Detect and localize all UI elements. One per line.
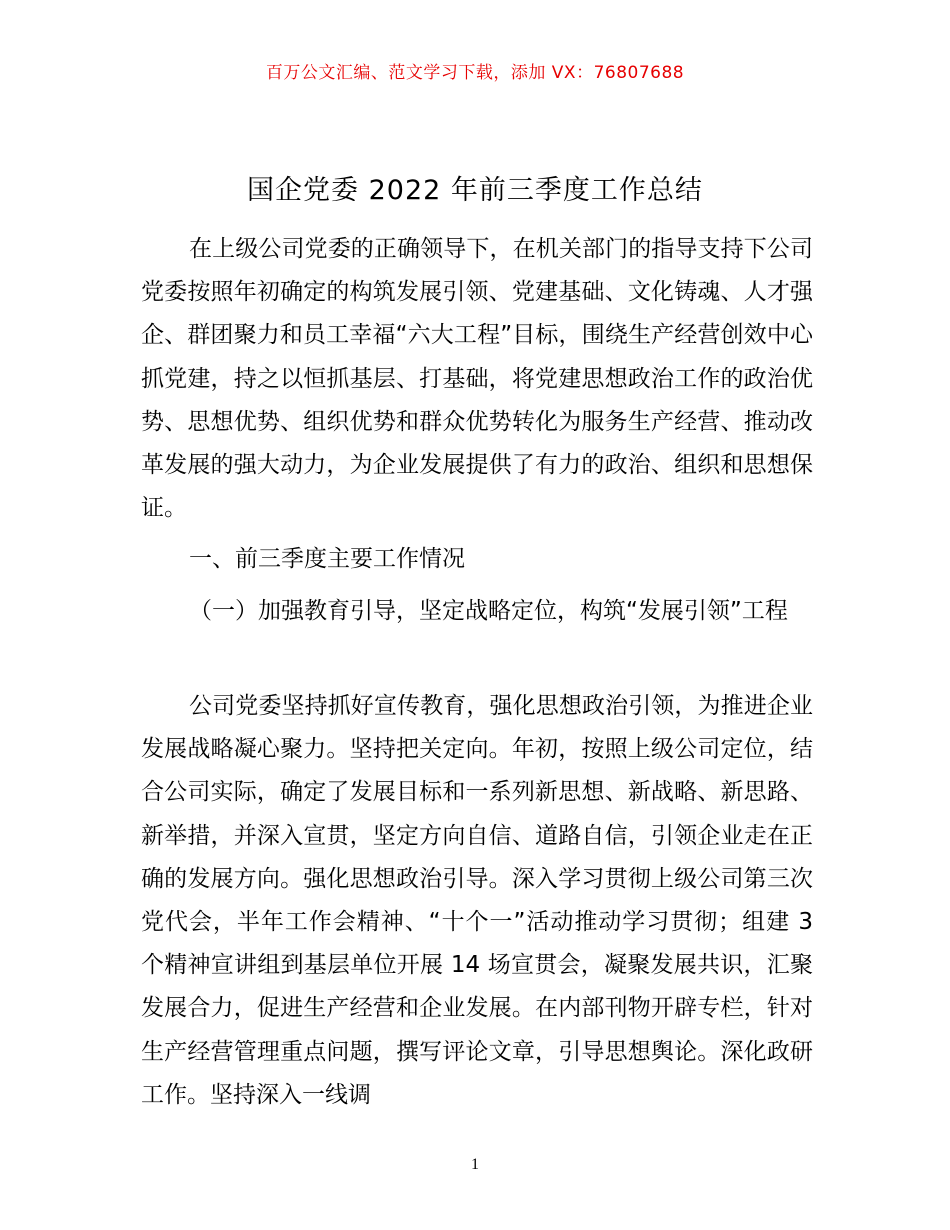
- subsection-heading: （一）加强教育引导，坚定战略定位，构筑“发展引领”工程: [189, 598, 788, 624]
- body-paragraph: 公司党委坚持抓好宣传教育，强化思想政治引领，为推进企业发展战略凝心聚力。坚持把关定向。年初，按照上级公司定位，结合公司实际，确定了发展目标和一系列新思想、新战略、新思路、新举措，并深入宣贯，坚定方向自信、道路自信，引领企业走在正确的发展方向。强化思想政治引导。深入学习贯彻上级公司第三次党代会，半年工作会精神、“十个一”活动推动学习贯彻；组建 3 个精神宣讲组到基层单位开展 14 场宣贯会，凝聚发展共识，汇聚发展合力，促进生产经营和企业发展。在内部刊物开辟专栏，针对生产经营管理重点问题，撰写评论文章，引导思想舆论。深化政研工作。坚持深入一线调: [141, 693, 813, 1108]
- intro-paragraph: 在上级公司党委的正确领导下，在机关部门的指导支持下公司党委按照年初确定的构筑发展引领、党建基础、文化铸魂、人才强企、群团聚力和员工幸福“六大工程”目标，围绕生产经营创效中心抓党建，持之以恒抓基层、打基础，将党建思想政治工作的政治优势、思想优势、组织优势和群众优势转化为服务生产经营、推动改革发展的强大动力，为企业发展提供了有力的政治、组织和思想保证。: [141, 236, 813, 522]
- page-number: 1: [471, 1156, 479, 1173]
- section-heading: 一、前三季度主要工作情况: [189, 546, 465, 572]
- document-title: 国企党委 2022 年前三季度工作总结: [247, 175, 703, 206]
- header-note: 百万公文汇编、范文学习下载，添加 VX：76807688: [265, 63, 685, 83]
